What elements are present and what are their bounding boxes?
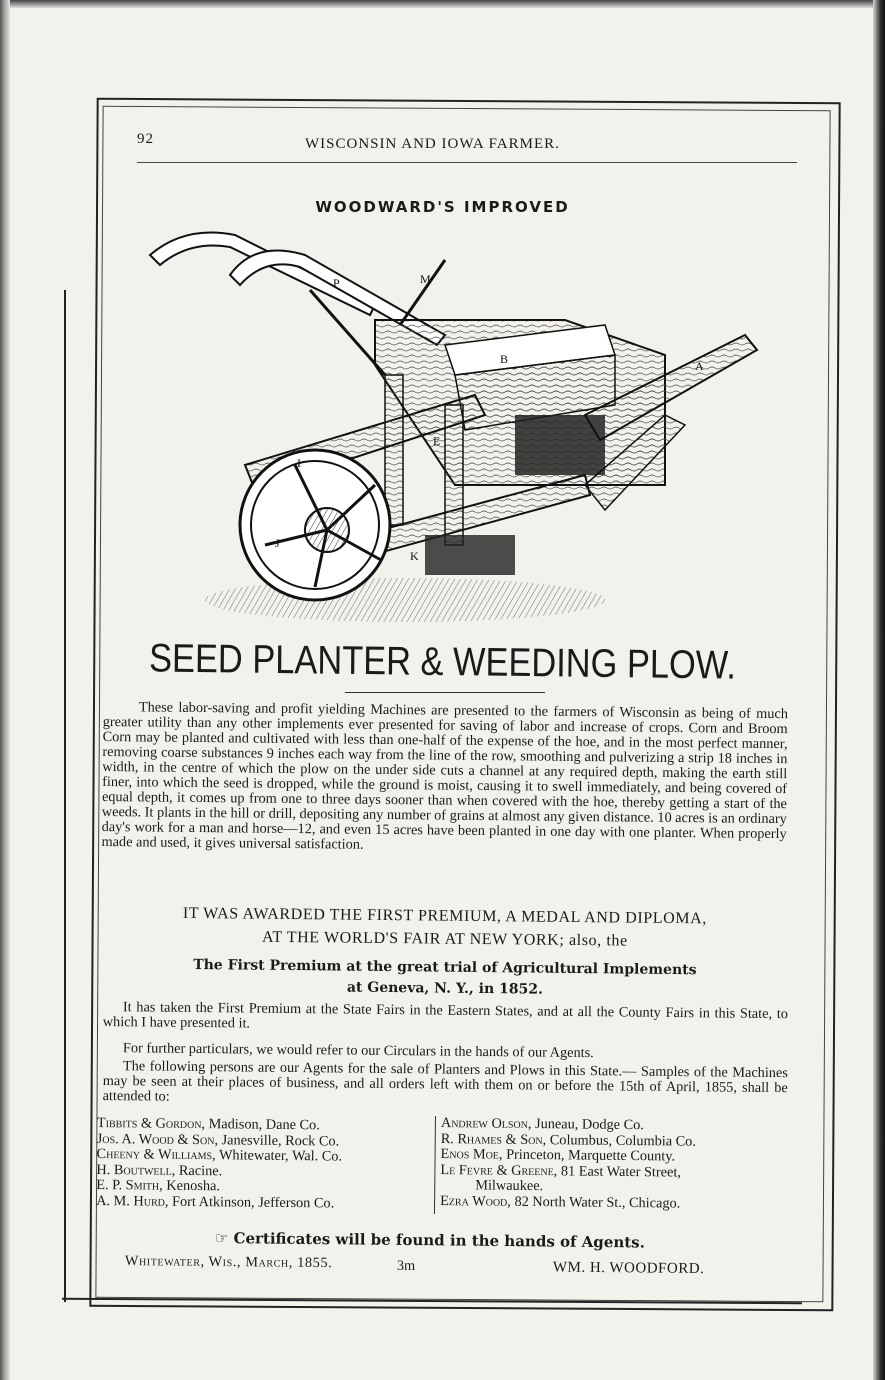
page-header	[137, 128, 792, 156]
header-rule	[137, 162, 797, 163]
product-description	[101, 700, 788, 857]
running-title: WISCONSIN AND IOWA FARMER.	[305, 136, 560, 152]
seed-planter-illustration	[145, 215, 775, 635]
title-rule	[345, 692, 545, 693]
agent-place: 81 East Water Street,	[560, 1162, 682, 1181]
agent-name: E. P. Smith,	[96, 1176, 163, 1194]
agent-place: Milwaukee.	[475, 1177, 544, 1195]
agent-place: Racine.	[178, 1162, 223, 1179]
place-date: Whitewater, Wis., March, 1855.	[124, 1253, 333, 1272]
run-code: 3m	[396, 1257, 416, 1275]
agent-name: Le Fevre & Greene,	[440, 1161, 558, 1179]
label-k: K	[410, 549, 419, 563]
signer-name: WM. H. WOODFORD.	[552, 1259, 705, 1278]
label-b: B	[500, 352, 509, 366]
agent-name: Jos. A. Wood & Son,	[96, 1130, 219, 1148]
agent-name: A. M. Hurd,	[96, 1192, 169, 1210]
label-e: E	[433, 434, 441, 448]
pointing-hand-icon: ☞	[214, 1228, 229, 1248]
state-fairs-text: It has taken the First Premium at the State Fairs in the Eastern States, and at all the County Fairs in this State, to which I have presented it.	[102, 999, 788, 1032]
agent-place: Fort Atkinson, Jefferson Co.	[171, 1193, 335, 1211]
award-line-2: AT THE WORLD'S FAIR AT NEW YORK; also, the	[261, 928, 628, 950]
brand-heading: WOODWARD'S IMPROVED	[315, 198, 570, 216]
agent-name: Tibbits & Gordon,	[96, 1115, 206, 1133]
agent-entry	[440, 1194, 770, 1213]
agent-name: Ezra Wood,	[440, 1192, 511, 1210]
agent-name: Enos Moe,	[440, 1146, 503, 1163]
premium-line-2: at Geneva, N. Y., in 1852.	[346, 979, 543, 998]
scan-edge-top	[0, 0, 885, 8]
agent-place: Columbus, Columbia Co.	[549, 1131, 697, 1150]
agent-place: Juneau, Dodge Co.	[534, 1116, 644, 1134]
agent-place: Madison, Dane Co.	[208, 1116, 320, 1134]
agent-place: Princeton, Marquette County.	[506, 1146, 676, 1165]
agent-name: Cheeny & Williams,	[96, 1145, 216, 1164]
label-m: M	[420, 272, 431, 286]
agent-place: Whitewater, Wal. Co.	[218, 1147, 343, 1165]
description-paragraph: These labor-saving and profit yielding Machines are presented to the farmers of Wisconsin as being of much greater utility than any other implements ever presented for saving of labor and increase of crops. Corn and Broom Corn may be planted and cultivated with less than one-half of the expense of the hoe, and in the most perfect manner, removing coarse substances 9 inches each way from the line of the row, smoothing and pulverizing a strip 18 inches in width, in the centre of which the plow on the under side cuts a channel at any required depth, making the earth still finer, into which the seed is dropped, while the ground is moist, causing it to swell immediately, and being covered of equal depth, it comes up from one to three days sooner than when covered with the hoe, thereby getting a start of the weeds. It plants in the hill or drill, depositing any number of grains at almost any given distance. 10 acres is an ordinary day's work for a man and horse—12, and even 15 acres have been planted in one day with one planter. When properly made and used, it gives universal satisfaction.	[101, 699, 788, 853]
agent-place: Janesville, Rock Co.	[221, 1131, 340, 1150]
label-p: P	[333, 276, 340, 290]
label-j: J	[275, 536, 280, 550]
ad-main-title: SEED PLANTER & WEEDING PLOW.	[148, 636, 737, 688]
border-shadow-left	[64, 290, 66, 1302]
agent-name: Andrew Olson,	[440, 1115, 532, 1133]
page-number: 92	[137, 131, 154, 147]
agents-intro-text: The following persons are our Agents for the sale of Planters and Plows in this State.— Samples of the Machines may be seen at their places of business, and all orders left with them on or before the 15th of April, 1855, shall be attended to:	[102, 1058, 788, 1105]
agent-place: 82 North Water St., Chicago.	[514, 1193, 681, 1212]
agents-list-left	[96, 1116, 432, 1213]
agent-place: Kenosha.	[166, 1177, 221, 1195]
agents-intro-paragraph	[103, 1059, 788, 1111]
further-particulars-text: For further particulars, we would refer to our Circulars in the hands of our Agents.	[122, 1040, 594, 1062]
award-line-1: IT WAS AWARDED THE FIRST PREMIUM, A MEDAL AND DIPLOMA,	[182, 904, 707, 928]
agent-name: H. Boutwell,	[96, 1161, 176, 1179]
certificates-text: Certificates will be found in the hands of Agents.	[233, 1229, 645, 1252]
agents-list-right	[434, 1116, 771, 1218]
premium-line-1: The First Premium at the great trial of Agricultural Implements	[193, 956, 697, 979]
label-a: A	[695, 359, 704, 373]
label-i: I	[297, 456, 301, 470]
agent-name: R. Rhames & Son,	[440, 1130, 547, 1148]
